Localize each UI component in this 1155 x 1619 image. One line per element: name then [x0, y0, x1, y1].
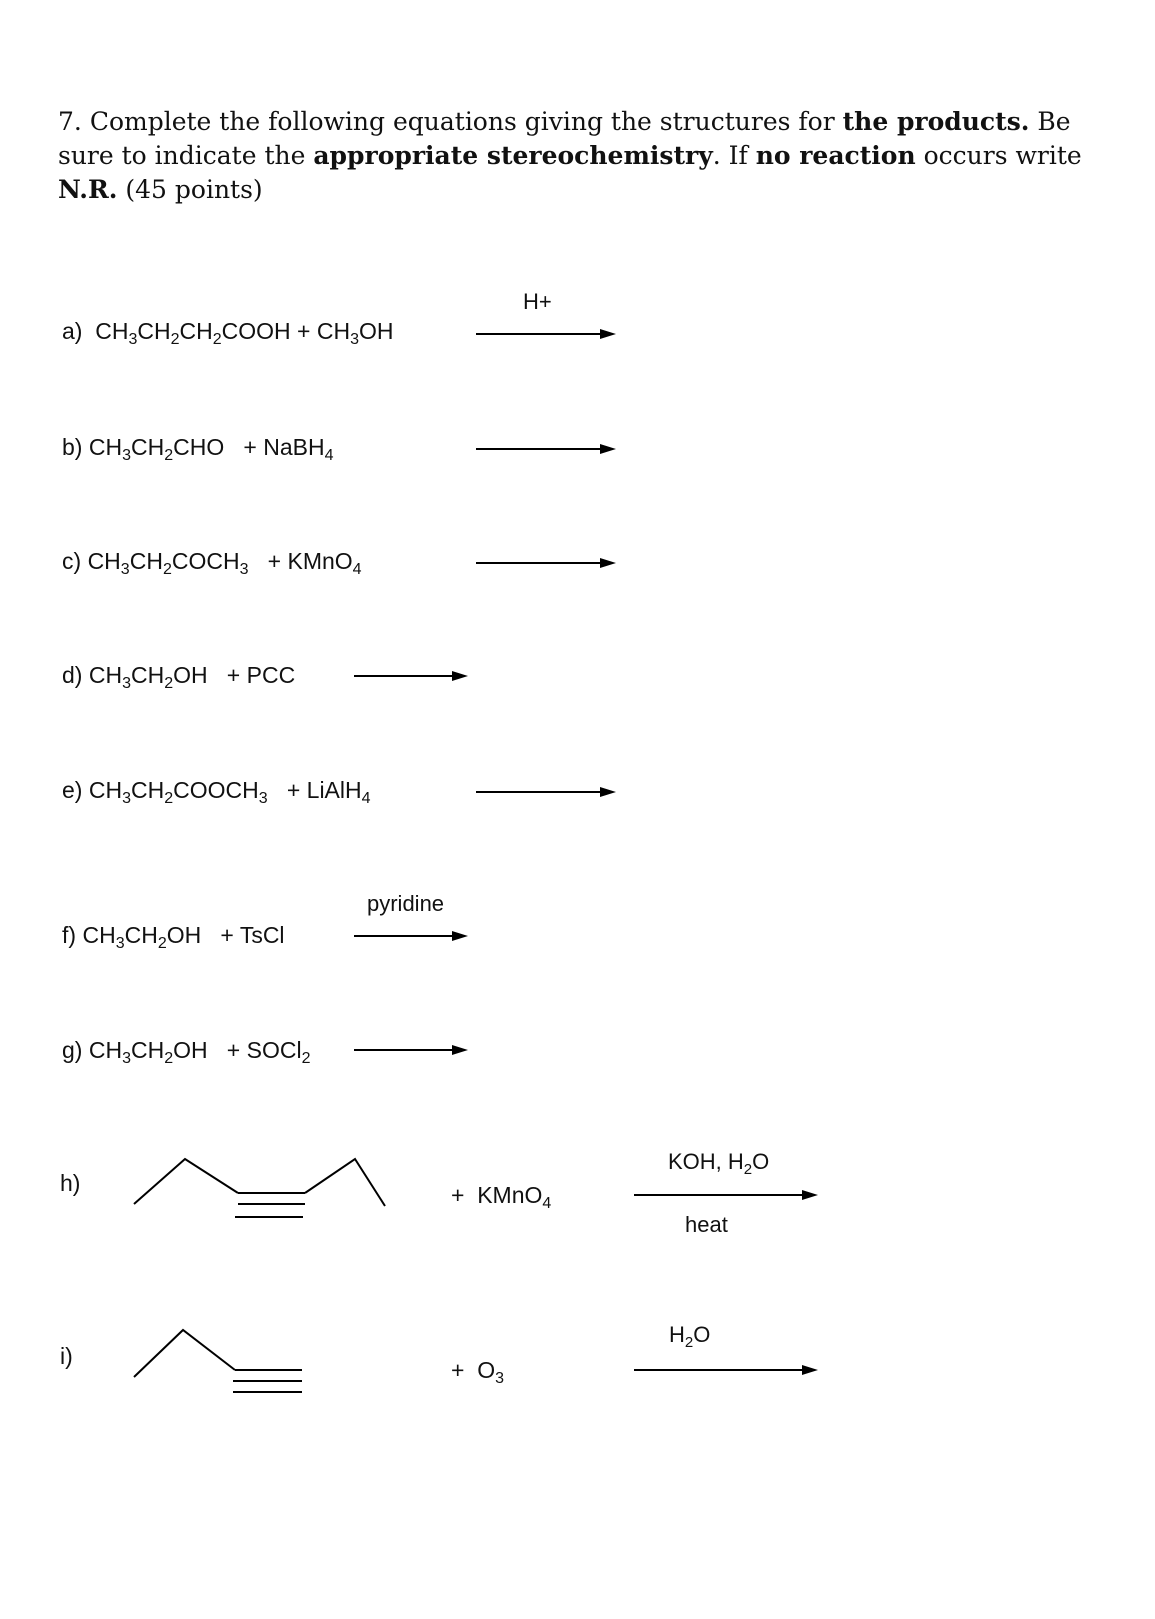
reaction-arrow-h [634, 1188, 820, 1202]
reaction-g: g) $CH_3CH_2OH$ + SOCl$_2$ [62, 1037, 311, 1067]
reaction-a: a) $CH_3CH_2CH_2COOH + CH_3OH$ [62, 318, 394, 348]
condition-i-above: $H_2O$ [669, 1322, 711, 1351]
reaction-arrow-f [354, 929, 470, 943]
reaction-arrow-g [354, 1043, 470, 1057]
reaction-c: c) $CH_3CH_2COCH_3$ + KMnO$_4$ [62, 548, 362, 578]
condition-h-below: heat [685, 1212, 728, 1237]
reaction-h-label: h) [60, 1170, 81, 1196]
condition-a: H+ [523, 289, 552, 314]
question-text: 7. Complete the following equations giving the structures for the products. Be sure to indicate the appropriate stereochemistry. If no reaction occurs write N.R. (45 points) [58, 107, 1082, 204]
hex-3-yne-structure [120, 1150, 400, 1225]
reagent-i: + $O_3$ [451, 1357, 505, 1387]
reaction-f: f) $CH_3CH_2OH$ + TsCl [62, 922, 285, 952]
reagent-h: + KMnO$_4$ [451, 1182, 552, 1212]
reaction-arrow-d [354, 669, 470, 683]
reaction-arrow-i [634, 1363, 820, 1377]
condition-f: pyridine [367, 891, 445, 916]
reaction-arrow-c [476, 556, 618, 570]
reaction-b: b) $CH_3CH_2CHO$ + NaBH$_4$ [62, 434, 334, 464]
reaction-e: e) $CH_3CH_2COOCH_3$ + LiAlH$_4$ [62, 777, 371, 807]
reaction-arrow-a [476, 327, 618, 341]
but-1-yne-structure [120, 1320, 320, 1400]
reaction-arrow-b [476, 442, 618, 456]
reaction-arrow-e [476, 785, 618, 799]
reaction-d: d) $CH_3CH_2OH$ + PCC [62, 662, 296, 692]
reaction-i-label: i) [60, 1343, 73, 1369]
condition-h-above: KOH, $H_2O$ [668, 1149, 770, 1178]
